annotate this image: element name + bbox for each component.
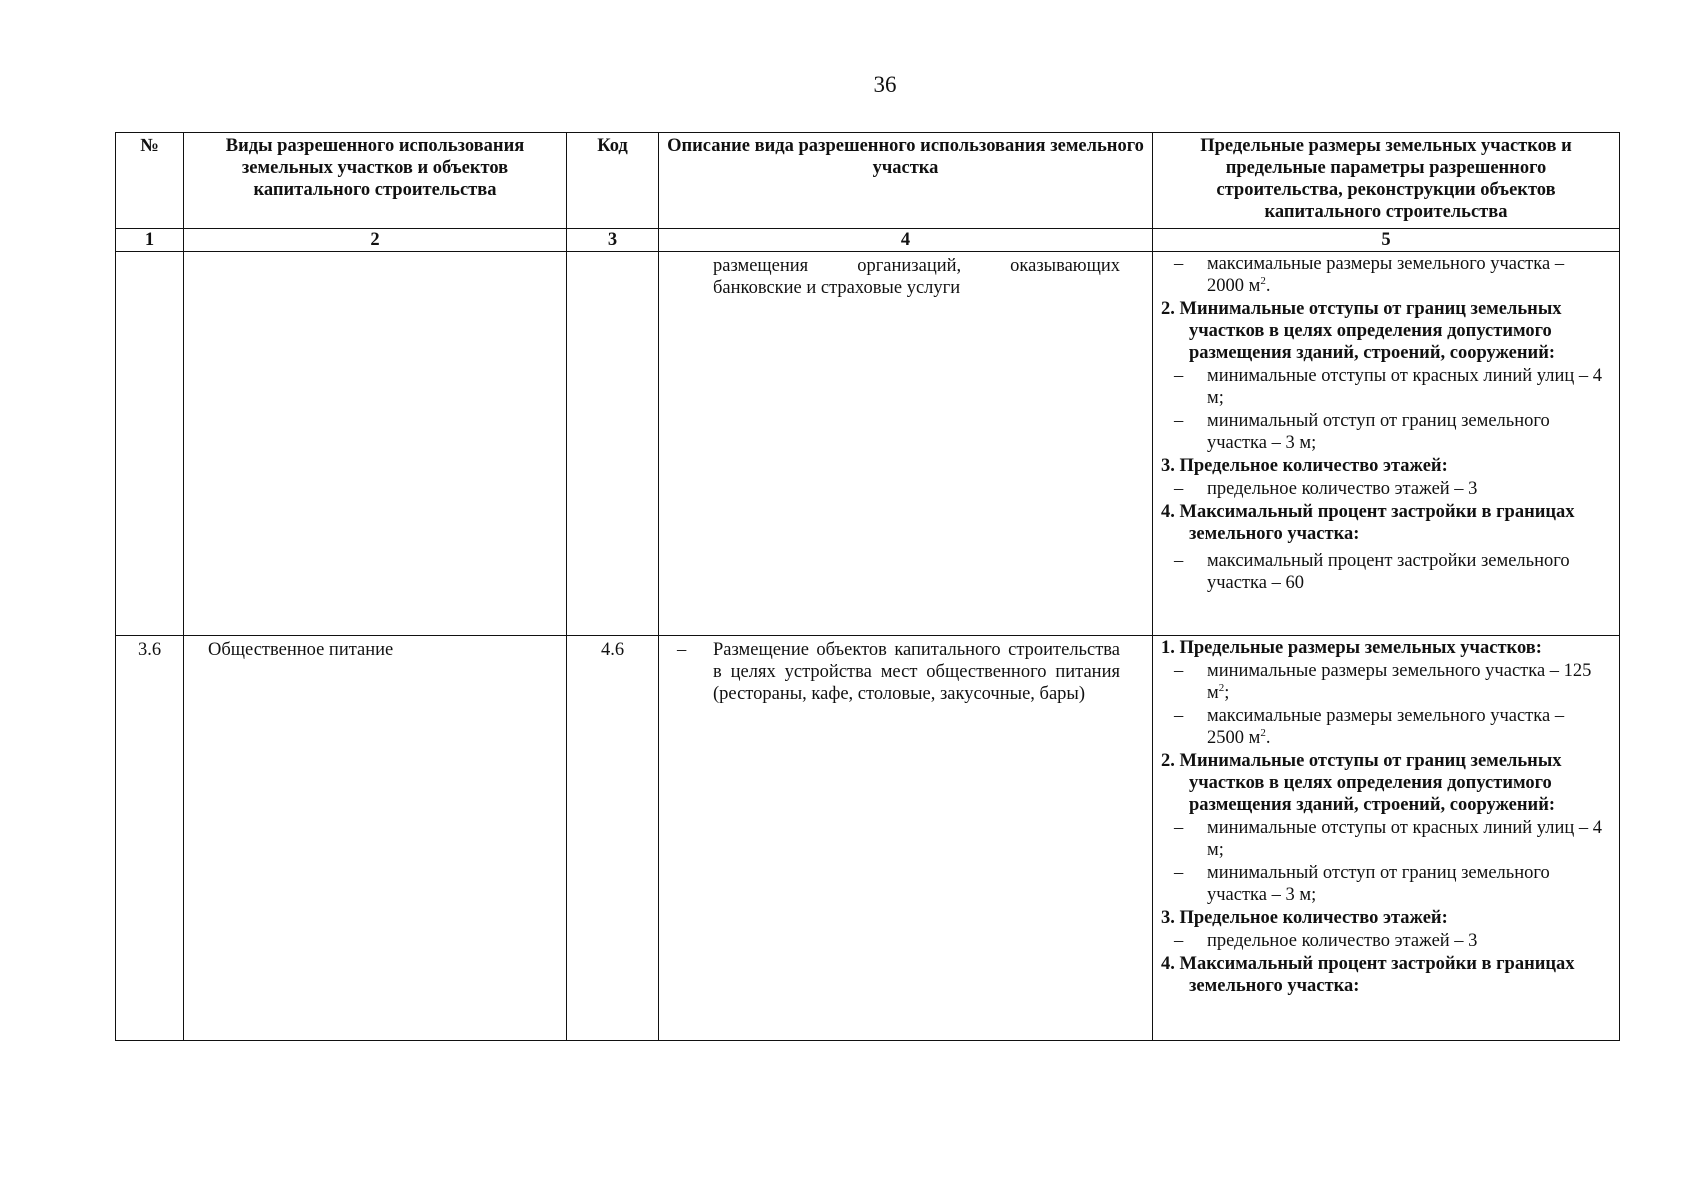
header-description: Описание вида разрешенного использования земельного участка xyxy=(659,133,1153,229)
description-text: Размещение объектов капитального строительства в целях устройства мест общественного питания (рестораны, кафе, столовые, закусочные, бары) xyxy=(713,640,1120,704)
dash-bullet: – xyxy=(1174,254,1184,274)
column-number: 5 xyxy=(1153,229,1620,252)
list-item: – максимальный процент застройки земельного участка – 60 xyxy=(1174,551,1570,593)
header-code: Код xyxy=(567,133,659,229)
cell-limits xyxy=(1153,252,1620,636)
dash-bullet: – xyxy=(1174,931,1184,951)
table-row-continuation xyxy=(116,252,1620,636)
limits-list xyxy=(1153,252,1619,594)
cell-kind xyxy=(184,252,567,636)
table-header-row xyxy=(116,133,1620,229)
section-heading: 2. Минимальные отступы от границ земельных участков в целях определения допустимого размещения зданий, строений, сооружений: xyxy=(1161,299,1562,363)
header-limits: Предельные размеры земельных участков и предельные параметры разрешенного строительства, реконструкции объектов капитального строительства xyxy=(1153,133,1620,229)
dash-bullet: – xyxy=(1174,818,1184,838)
dash-bullet: – xyxy=(677,640,687,660)
cell-no xyxy=(116,252,184,636)
section-heading: 1. Предельные размеры земельных участков: xyxy=(1161,638,1542,658)
cell-limits xyxy=(1153,636,1620,1041)
cell-code xyxy=(567,252,659,636)
page-number: 36 xyxy=(873,72,897,97)
column-number: 4 xyxy=(659,229,1153,252)
header-kind: Виды разрешенного использования земельных участков и объектов капитального строительства xyxy=(184,133,567,229)
dash-bullet: – xyxy=(1174,366,1184,386)
table-row xyxy=(116,636,1620,1041)
dash-bullet: – xyxy=(1174,706,1184,726)
dash-bullet: – xyxy=(1174,863,1184,883)
land-use-table xyxy=(115,132,1620,1041)
description-block xyxy=(659,636,1152,705)
cell-description xyxy=(659,252,1153,636)
cell-kind: Общественное питание xyxy=(184,636,567,1041)
cell-code: 4.6 xyxy=(567,636,659,1041)
limits-list xyxy=(1153,636,1619,997)
cell-description xyxy=(659,636,1153,1041)
list-item: – максимальные размеры земельного участка – 2500 $м^2$. xyxy=(1174,706,1565,748)
section-heading: 4. Максимальный процент застройки в границах земельного участка: xyxy=(1161,954,1575,996)
section-heading: 4. Максимальный процент застройки в границах земельного участка: xyxy=(1161,502,1575,544)
list-item: – минимальные отступы от красных линий улиц – 4 м; xyxy=(1174,818,1603,860)
list-item: – минимальные отступы от красных линий улиц – 4 м; xyxy=(1174,366,1603,408)
cell-no: 3.6 xyxy=(116,636,184,1041)
column-number: 2 xyxy=(184,229,567,252)
description-text: размещения организаций, оказывающих банковские и страховые услуги xyxy=(713,256,1120,298)
column-number: 3 xyxy=(567,229,659,252)
section-heading: 2. Минимальные отступы от границ земельных участков в целях определения допустимого размещения зданий, строений, сооружений: xyxy=(1161,751,1562,815)
list-item: – предельное количество этажей – 3 xyxy=(1174,479,1478,499)
dash-bullet: – xyxy=(1174,479,1184,499)
column-number: 1 xyxy=(116,229,184,252)
list-item: – минимальный отступ от границ земельного участка – 3 м; xyxy=(1174,863,1550,905)
dash-bullet: – xyxy=(1174,551,1184,571)
section-heading: 3. Предельное количество этажей: xyxy=(1161,908,1448,928)
column-number-row xyxy=(116,229,1620,252)
list-item: – минимальный отступ от границ земельного участка – 3 м; xyxy=(1174,411,1550,453)
list-item: – предельное количество этажей – 3 xyxy=(1174,931,1478,951)
section-heading: 3. Предельное количество этажей: xyxy=(1161,456,1448,476)
dash-bullet: – xyxy=(1174,411,1184,431)
list-item: – минимальные размеры земельного участка – 125 $м^2$; xyxy=(1174,661,1592,703)
list-item: – максимальные размеры земельного участка – 2000 $м^2$. xyxy=(1174,254,1565,296)
dash-bullet: – xyxy=(1174,661,1184,681)
header-no: № xyxy=(116,133,184,229)
